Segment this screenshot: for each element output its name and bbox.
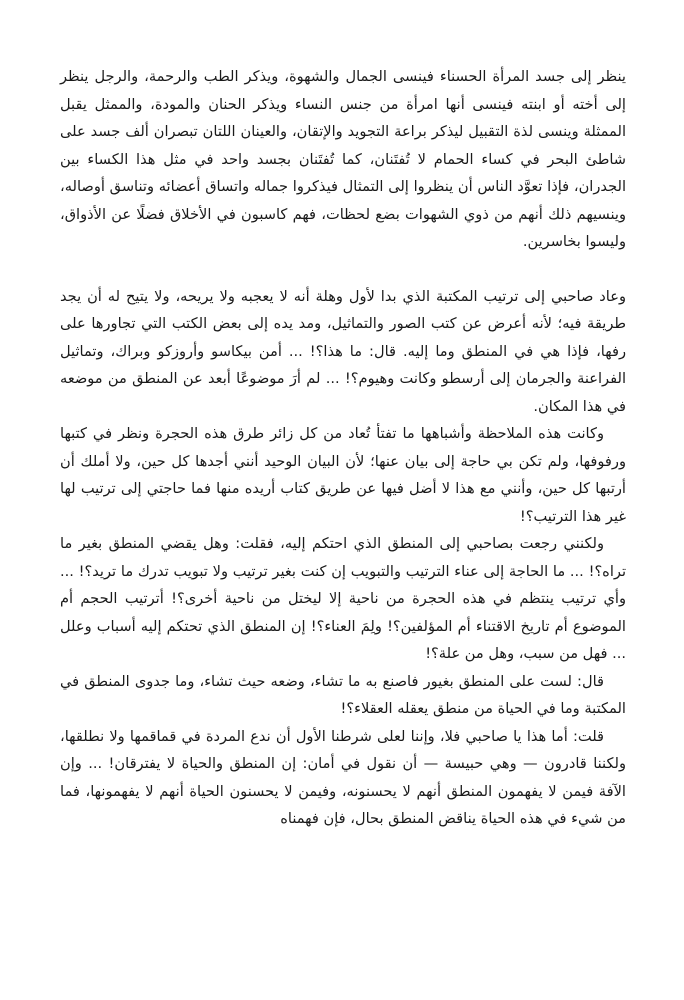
paragraph-6: قلت: أما هذا يا صاحبي فلا، وإننا لعلى شرطنا الأول أن ندع المردة في قماقمها ولا نطلقها، ولكننا قادرون — وهي حبيسة — أن نقول في أمان: إن المنطق والحياة لا يفترقان! ... وإن الآفة فيمن لا يفهمون المنطق أنهم لا يحسنونه، وفيمن لا يحسنون الحياة أنهم لا يفهمونها، فما من شيء في هذه الحياة يناقض المنطق بحال، فإن فهمناه bbox=[60, 727, 626, 827]
paragraph-3: وكانت هذه الملاحظة وأشباهها ما تفتأ تُعاد من كل زائر طرق هذه الحجرة ونظر في كتبها ورفوفها، ولم تكن بي حاجة إلى بيان عنها؛ لأن البيان الوحيد أنني أجدها كل حين، ولا أملك أن أرتبها كل حين، وأنني مع هذا لا أضل فيها عن طريق كتاب أريده منها فما حاجتي إلى ترتيب لها غير هذا الترتيب؟! bbox=[60, 425, 626, 525]
paragraph-spacer bbox=[60, 256, 626, 283]
paragraph-4: ولكنني رجعت بصاحبي إلى المنطق الذي احتكم إليه، فقلت: وهل يقضي المنطق بغير ما تراه؟! ... ما الحاجة إلى عناء الترتيب والتبويب إن كنت بغير ترتيب ولا تبويب تدرك ما تريد؟! ... وأي ترتيب ينتظم في هذه الحجرة من ناحية إلا ليختل من ناحية أخرى؟! أترتيب الحجم أم الموضوع أم تاريخ الاقتناء أم المؤلفين؟! ولِمَ العناء؟! إن المنطق الذي تحتكم إليه أسباب وعلل ... فهل من سبب، وهل من علة؟! bbox=[60, 535, 626, 662]
paragraph-5: قال: لست على المنطق بغيور فاصنع به ما تشاء، وضعه حيث تشاء، وما جدوى المنطق في المكتبة وما في الحياة من منطق يعقله العقلاء؟! bbox=[60, 672, 626, 717]
paragraph-2: وعاد صاحبي إلى ترتيب المكتبة الذي بدا لأول وهلة أنه لا يعجبه ولا يريحه، ولا يتيح له أن يجد طريقة فيه؛ لأنه أعرض عن كتب الصور والتماثيل، ومد يده إلى بعض الكتب التي تجاورها على رفها، فإذا هي في المنطق وما إليه. قال: ما هذا؟! ... أمن بيكاسو وأروزكو وبراك، وتماثيل الفراعنة والجرمان إلى أرسطو وكانت وهيوم؟! ... لم أرَ موضوعًا أبعد عن المنطق من موضعه في هذا المكان. bbox=[60, 287, 626, 415]
paragraph-1: ينظر إلى جسد المرأة الحسناء فينسى الجمال والشهوة، ويذكر الطب والرحمة، والرجل ينظر إلى أخته أو ابنته فينسى أنها امرأة من جنس النساء ويذكر الحنان والمودة، والممثل يقبل الممثلة وينسى لذة التقبيل ليذكر براعة التجويد والإتقان، والعينان اللتان تبصران ألف جسد على شاطئ البحر في كساء الحمام لا تُفتَنان، كما تُفتَنان بجسد واحد في مثل هذا الكساء بين الجدران، فإذا تعوَّد الناس أن ينظروا إلى التمثال فيذكروا جماله واتساق أعضائه وتناسق أوصاله، وينسيهم ذلك أنهم من ذوي الشهوات بضع لحظات، فهم كاسبون في الأخلاق فضلًا عن الأذواق، وليسوا بخاسرين. bbox=[60, 68, 626, 250]
